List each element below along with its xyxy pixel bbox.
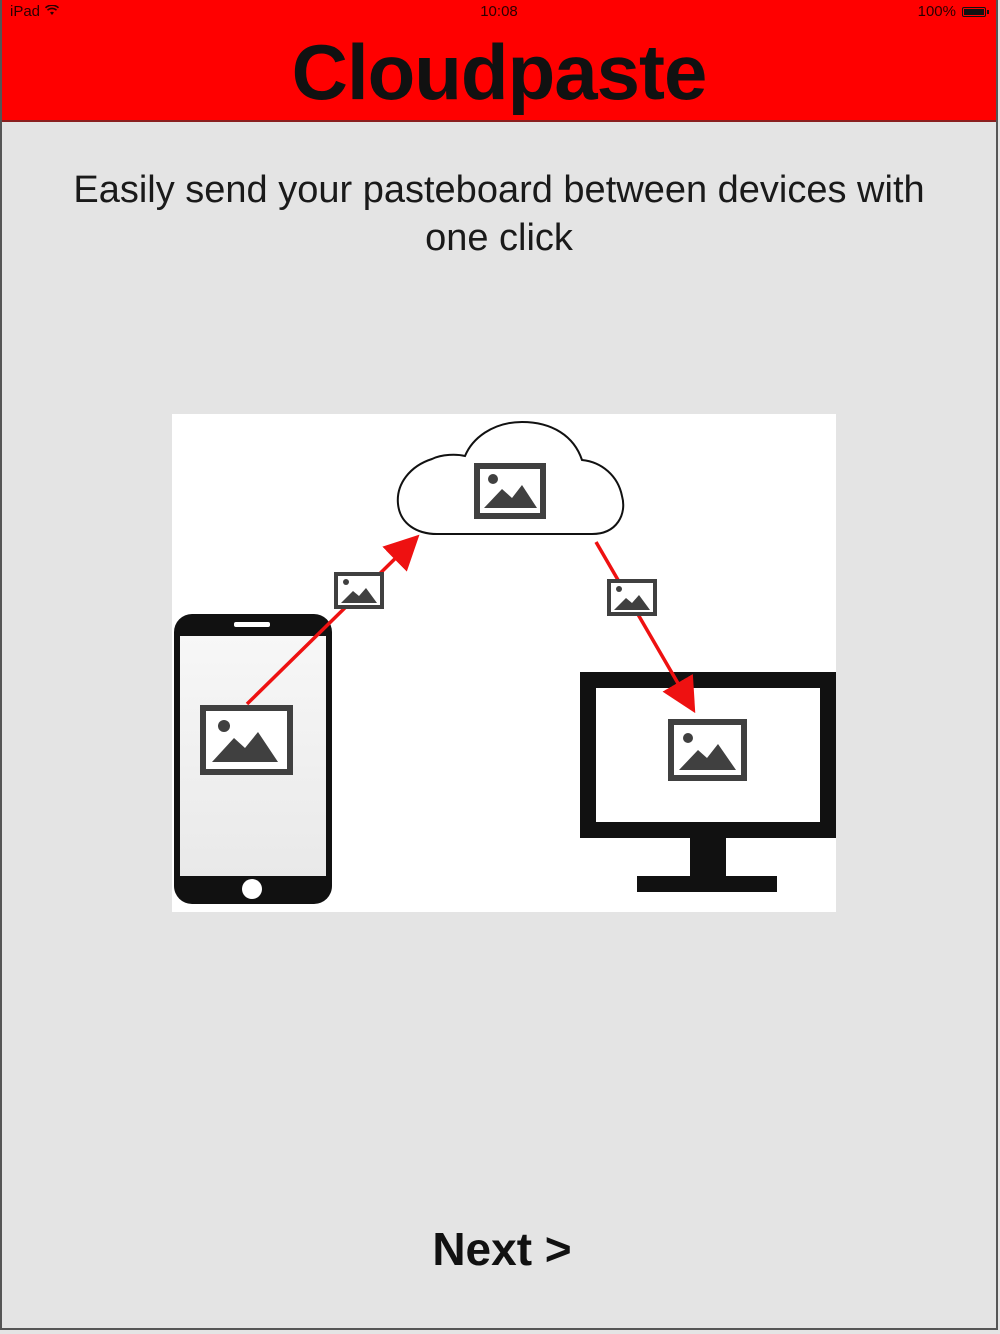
app-title: Cloudpaste bbox=[291, 28, 707, 116]
transit-image-icon-2 bbox=[609, 581, 655, 614]
illustration-svg bbox=[172, 414, 836, 912]
device-label: iPad bbox=[10, 3, 41, 20]
onboarding-tagline: Easily send your pasteboard between devices with one click bbox=[73, 169, 925, 259]
monitor-image-icon bbox=[671, 722, 744, 778]
battery-fill bbox=[964, 9, 984, 15]
onboarding-illustration bbox=[172, 414, 836, 912]
battery-icon bbox=[962, 7, 986, 17]
status-right bbox=[918, 3, 986, 20]
battery-percent: 100% bbox=[917, 3, 956, 20]
phone-image-icon bbox=[203, 708, 290, 772]
cloud-image-icon bbox=[477, 466, 543, 516]
next-button[interactable]: Next > bbox=[432, 1223, 572, 1275]
status-time: 10:08 bbox=[480, 3, 518, 20]
monitor-icon bbox=[580, 672, 836, 892]
header-bar bbox=[2, 0, 996, 122]
transit-image-icon bbox=[336, 574, 382, 607]
status-bar bbox=[2, 0, 996, 24]
